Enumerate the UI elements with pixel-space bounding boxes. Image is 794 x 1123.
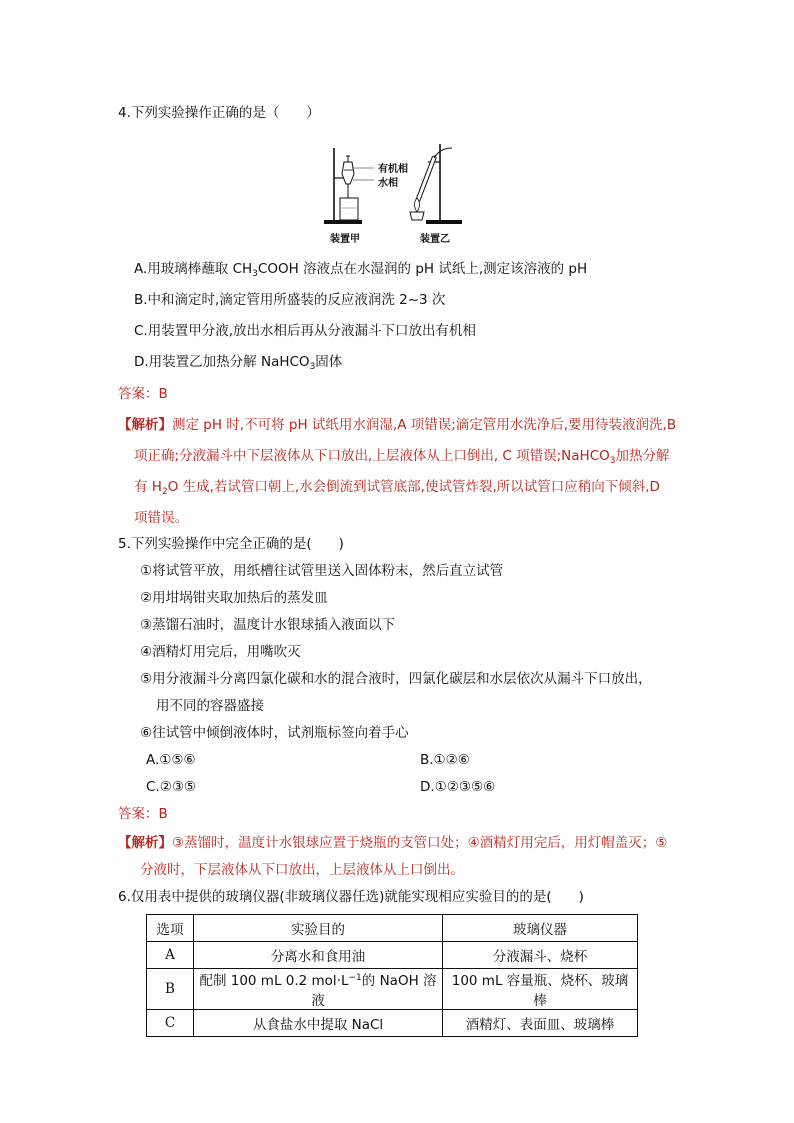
q6-table xyxy=(146,914,638,1037)
q5-option-a: A.①⑤⑥ xyxy=(146,752,196,768)
row-goal: 分离水和食用油 xyxy=(194,942,443,969)
q4-analysis-line-4: 项错误。 xyxy=(134,510,188,526)
header-goal: 实验目的 xyxy=(194,915,443,942)
q4-analysis-line-1: 【解析】测定 pH 时,不可将 pH 试纸用水润湿,A 项错误;滴定管用水洗净后,要用待装液润洗,B xyxy=(118,417,677,433)
q5-option-b: B.①②⑥ xyxy=(420,752,470,768)
apparatus-figure xyxy=(322,140,472,246)
q5-item-3: ③蒸馏石油时，温度计水银球插入液面以下 xyxy=(140,617,396,633)
header-glassware: 玻璃仪器 xyxy=(443,915,638,942)
header-option: 选项 xyxy=(147,915,194,942)
row-glassware: 酒精灯、表面皿、玻璃棒 xyxy=(443,1010,638,1037)
row-option: B xyxy=(147,969,194,1010)
caption-apparatus-a: 装置甲 xyxy=(330,234,360,245)
row-glassware: 分液漏斗、烧杯 xyxy=(443,942,638,969)
q4-stem: 4.下列实验操作正确的是（ ） xyxy=(118,105,320,121)
q4-option-a: A.用玻璃棒蘸取 $CH_3COOH$ 溶液点在水湿润的 pH 试纸上,测定该溶液的 pH xyxy=(134,261,588,279)
table-row xyxy=(147,942,638,969)
q5-item-6: ⑥往试管中倾倒液体时，试剂瓶标签向着手心 xyxy=(140,725,409,741)
q5-option-c: C.②③⑤ xyxy=(146,779,197,795)
row-goal: 从食盐水中提取 NaCl xyxy=(194,1010,443,1037)
table-row xyxy=(147,969,638,1010)
q5-item-4: ④酒精灯用完后，用嘴吹灭 xyxy=(140,644,301,660)
q5-option-d: D.①②③⑤⑥ xyxy=(420,779,496,795)
q4-option-b: B.中和滴定时,滴定管用所盛装的反应液润洗 2~3 次 xyxy=(134,292,446,308)
q4-answer: 答案：B xyxy=(118,386,168,402)
q5-answer: 答案：B xyxy=(118,806,168,822)
row-glassware: 100 mL 容量瓶、烧杯、玻璃棒 xyxy=(443,969,638,1010)
table-header-row xyxy=(147,915,638,942)
caption-apparatus-b: 装置乙 xyxy=(420,234,450,245)
q4-option-c: C.用装置甲分液,放出水相后再从分液漏斗下口放出有机相 xyxy=(134,323,477,339)
q5-item-5: ⑤用分液漏斗分离四氯化碳和水的混合液时，四氯化碳层和水层依次从漏斗下口放出， xyxy=(140,671,652,687)
q6-stem: 6.仅用表中提供的玻璃仪器(非玻璃仪器任选)就能实现相应实验目的的是( ) xyxy=(118,889,584,905)
q5-stem: 5.下列实验操作中完全正确的是( ) xyxy=(118,536,344,552)
q4-analysis-line-3: 有 $H_2O$ 生成,若试管口朝上,水会倒流到试管底部,使试管炸裂,所以试管口应稍向下倾斜,D xyxy=(134,479,660,497)
q4-option-d: D.用装置乙加热分解 NaHCO$_3$固体 xyxy=(134,354,343,372)
row-option: C xyxy=(147,1010,194,1037)
q4-analysis-line-2: 项正确;分液漏斗中下层液体从下口放出,上层液体从上口倒出, C 项错误;NaHCO$_3$加热分解 xyxy=(134,448,670,466)
row-option: A xyxy=(147,942,194,969)
q5-analysis-line-1: 【解析】③蒸馏时，温度计水银球应置于烧瓶的支管口处；④酒精灯用完后，用灯帽盖灭；⑤ xyxy=(118,835,668,851)
label-organic: 有机相 xyxy=(378,164,408,175)
q5-item-5-cont: 用不同的容器盛接 xyxy=(156,698,264,714)
q5-analysis-line-2: 分液时，下层液体从下口放出，上层液体从上口倒出。 xyxy=(140,862,464,878)
q5-item-1: ①将试管平放，用纸槽往试管里送入固体粉末，然后直立试管 xyxy=(140,563,504,579)
row-goal: 配制 100 mL 0.2 $mol\cdot L^{-1}$的 NaOH 溶液 xyxy=(194,969,443,1010)
table-row xyxy=(147,1010,638,1037)
label-water: 水相 xyxy=(378,178,398,189)
q5-item-2: ②用坩埚钳夹取加热后的蒸发皿 xyxy=(140,590,328,606)
